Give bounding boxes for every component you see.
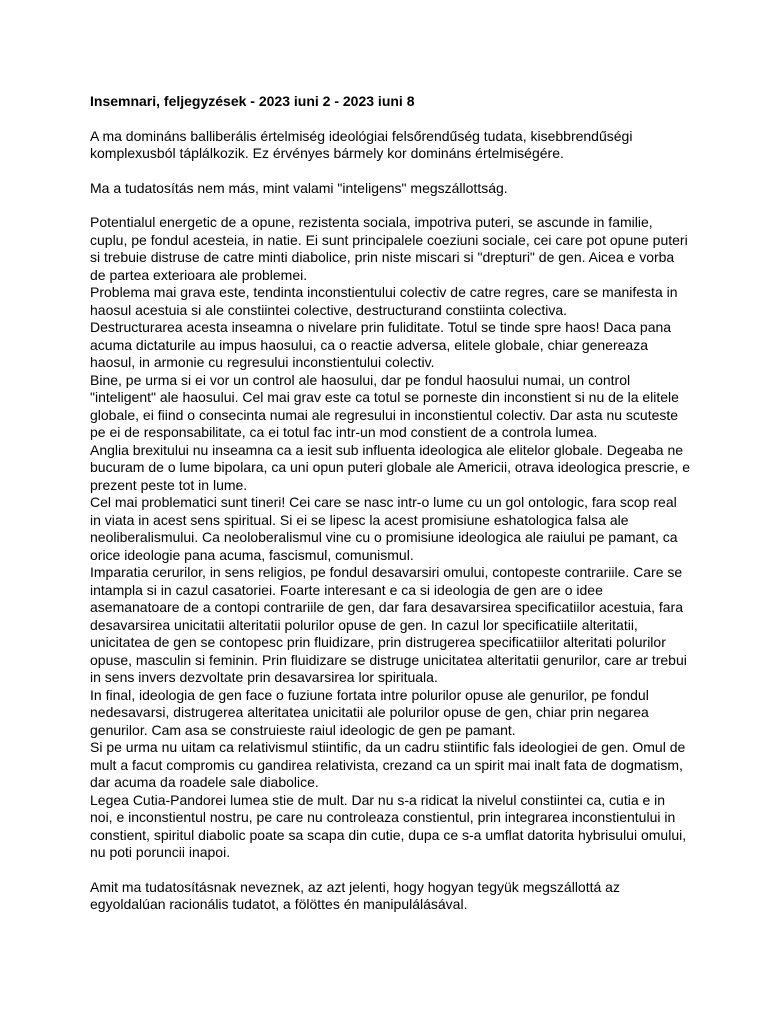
paragraph: Si pe urma nu uitam ca relativismul stiintific, da un cadru stiintific fals ideologiei de gen. Omul de mult a facut compromis cu gandirea relativista, crezand ca un spirit mai inalt fata de dogmatism, dar acuma da roadele sale diabolice. xyxy=(90,739,686,790)
paragraph: In final, ideologia de gen face o fuziune fortata intre polurilor opuse ale genurilor, pe fondul nedesavarsi, distrugerea alteritatea unicitatii ale polurilor opuse de gen, chiar prin negarea genurilor. Cam asa se construieste raiul ideologic de gen pe pamant. xyxy=(90,686,649,738)
paragraph: Potentialul energetic de a opune, rezistenta sociala, impotriva puteri, se ascunde in familie, cuplu, pe fondul acesteia, in natie. Ei sunt principalele coeziuni sociale, cei care pot opune puteri si trebuie distruse de catre minti diabolice, prin niste miscari si "drepturi" de gen. Aicea e vorba de partea exterioara ale problemei. xyxy=(90,214,688,283)
document-title: Insemnari, feljegyzések - 2023 iuni 2 - 2023 iuni 8 xyxy=(90,93,415,109)
paragraph: Legea Cutia-Pandorei lumea stie de mult. Dar nu s-a ridicat la nivelul constiintei ca, cutia e in noi, e inconstientul nostru, pe care nu controleaza constientul, prin integrarea inconstientului in constient, spiritul diabolic poate sa scapa din cutie, dupa ce s-a umflat datorita hybrisului omului, nu poti poruncii inapoi. xyxy=(90,791,687,860)
paragraph: Imparatia cerurilor, in sens religios, pe fondul desavarsiri omului, contopeste contrariile. Care se intampla si in cazul casatoriei. Foarte interesant e ca si ideologia de gen are o idee asemanatoare de a contopi contrariile de gen, dar fara desavarsirea specificatiilor acestuia, fara desavarsirea unicitatii alteritatii polurilor opuse de gen. In cazul lor specificatiile alteritatii, unicitatea de gen se contopesc prin fluidizare, prin distrugerea specificatiilor alteritati polurilor opuse, masculin si feminin. Prin fluidizare se distruge unicitatea alteritatii genurilor, care ar trebui in sens invers dezvoltate prin desavarsirea lor spirituala. xyxy=(90,564,687,685)
paragraph: Bine, pe urma si ei vor un control ale haosului, dar pe fondul haosului numai, un control "inteligent" ale haosului. Cel mai grav este ca totul se porneste din inconstient si nu de la elitele globale, ei fiind o consecinta numai ale regresului in inconstientul colectiv. Dar asta nu scuteste pe ei de responsabilitate, ca ei totul fac intr-un mod constient de a controla lumea. xyxy=(90,371,679,440)
paragraph: Cel mai problematici sunt tineri! Cei care se nasc intr-o lume cu un gol ontologic, fara scop real in viata in acest sens spiritual. Si ei se lipesc la acest promisiune eshatologica falsa ale neoliberalismului. Ca neoloberalismul vine cu o promisiune ideologica ale raiului pe pamant, ca orice ideologie pana acuma, fascismul, comunismul. xyxy=(90,494,678,563)
paragraph: Anglia brexitului nu inseamna ca a iesit sub influenta ideologica ale elitelor globale. Degeaba ne bucuram de o lume bipolara, ca uni opun puteri globale ale Americii, otrava ideologica prescrie, e prezent peste tot in lume. xyxy=(90,441,691,493)
paragraph: Amit ma tudatosításnak neveznek, az azt jelenti, hogy hogyan tegyük megszállottá az egyoldalúan racionális tudatot, a fölöttes én manipulálásával. xyxy=(90,878,620,912)
paragraph: Destructurarea acesta inseamna o nivelare prin fuliditate. Totul se tinde spre haos! Daca pana acuma dictaturile au impus haosului, ca o reactie adversa, elitele globale, chiar genereaza haosul, in armonie cu regresului inconstientului colectiv. xyxy=(90,319,672,370)
paragraph: A ma domináns balliberális értelmiség ideológiai felsőrendűség tudata, kisebbrendűségi komplexusból táplálkozik. Ez érvényes bármely kor domináns értelmiségére. xyxy=(90,127,633,161)
paragraph: Problema mai grava este, tendinta inconstientului colectiv de catre regres, care se manifesta in haosul acestuia si ale constiintei colective, destructurand constiinta colectiva. xyxy=(90,284,678,318)
paragraph: Ma a tudatosítás nem más, mint valami "inteligens" megszállottság. xyxy=(90,179,508,196)
document-page xyxy=(90,93,690,914)
